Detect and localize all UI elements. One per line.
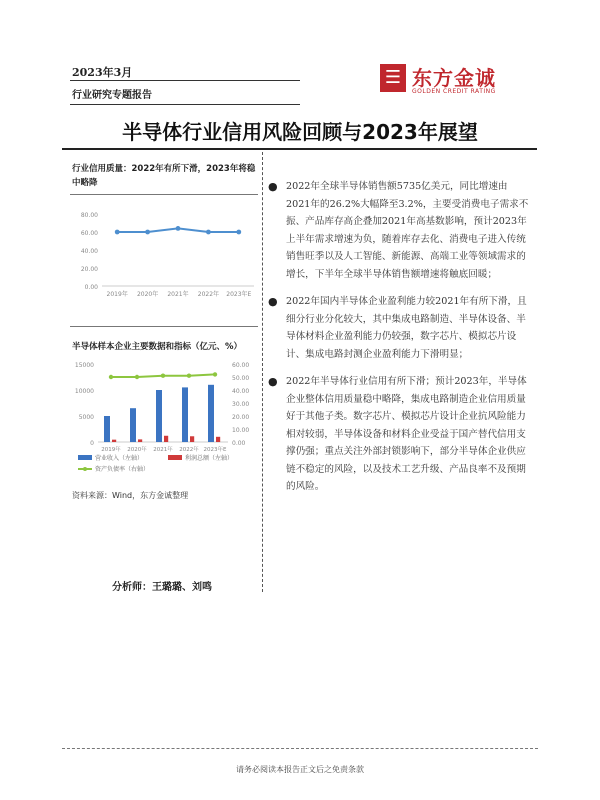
logo-name: 东方金诚 [412, 66, 496, 90]
bar-profit [112, 440, 116, 442]
credit-quality-chart [68, 208, 260, 306]
y-left-tick-label: 15000 [74, 362, 94, 369]
logo-mark-icon: ☰ [380, 64, 406, 92]
data-point [213, 372, 217, 376]
x-tick-label: 2020年 [136, 291, 159, 298]
legend-label: 资产负债率（右轴） [95, 466, 150, 473]
bullet-dot-icon: ● [268, 180, 278, 193]
legend-swatch [78, 455, 92, 460]
bar-profit [138, 439, 142, 442]
logo-english: GOLDEN CREDIT RATING [412, 88, 496, 95]
y-left-tick-label: 5000 [78, 414, 94, 421]
y-tick-label: 0.00 [84, 284, 98, 291]
company-logo [380, 62, 520, 102]
legend-label: 营业收入（左轴） [95, 455, 144, 462]
bar-revenue [208, 385, 214, 442]
bar-profit [164, 436, 168, 442]
bar-profit [216, 437, 220, 442]
data-point [115, 230, 120, 235]
bar-profit [190, 436, 194, 442]
data-point [145, 230, 150, 235]
header-divider [70, 104, 300, 105]
bullet-text: 2022年国内半导体企业盈利能力较2021年有所下滑，且细分行业分化较大，其中集成电路制造、半导体设备、半导体材料企业盈利能力仍较强，数字芯片、模拟芯片设计、集成电路封测企业盈利能力下滑明显； [286, 296, 527, 360]
x-tick-label: 2022年 [197, 291, 220, 298]
y-tick-label: 40.00 [80, 248, 98, 255]
data-point [176, 226, 181, 231]
legend-swatch [168, 455, 182, 460]
y-tick-label: 80.00 [80, 212, 98, 219]
y-right-tick-label: 30.00 [232, 401, 250, 408]
legend-label: 利润总额（左轴） [185, 455, 234, 462]
bullet-item [268, 373, 530, 496]
analysts: 分析师：王璐璐、刘鸣 [112, 582, 212, 593]
bar-revenue [182, 387, 188, 442]
bar-revenue [130, 408, 136, 442]
bullet-dot-icon: ● [268, 375, 278, 388]
data-point [236, 230, 241, 235]
data-point [109, 375, 113, 379]
y-right-tick-label: 10.00 [232, 427, 250, 434]
data-point [206, 230, 211, 235]
summary-bullets [268, 178, 530, 506]
y-right-tick-label: 40.00 [232, 388, 250, 395]
report-type: 行业研究专题报告 [72, 90, 152, 101]
x-tick-label: 2019年 [106, 291, 128, 298]
x-tick-label: 2022年 [179, 447, 199, 453]
bullet-item [268, 293, 530, 363]
x-tick-label: 2020年 [127, 447, 147, 453]
y-right-tick-label: 20.00 [232, 414, 250, 421]
y-right-tick-label: 60.00 [232, 362, 250, 369]
legend-marker [83, 467, 87, 471]
x-tick-label: 2021年 [167, 291, 189, 298]
bullet-dot-icon: ● [268, 295, 278, 308]
x-tick-label: 2019年 [101, 447, 121, 453]
sample-enterprise-chart [68, 358, 260, 486]
report-date: 2023年3月 [72, 66, 133, 79]
y-right-tick-label: 50.00 [232, 375, 250, 382]
y-right-tick-label: 0.00 [232, 440, 246, 447]
x-tick-label: 2021年 [153, 447, 173, 453]
y-left-tick-label: 10000 [74, 388, 94, 395]
data-point [135, 375, 139, 379]
bar-revenue [104, 416, 110, 442]
y-tick-label: 20.00 [80, 266, 98, 273]
column-divider [262, 152, 263, 592]
bullet-item [268, 178, 530, 283]
section-divider [70, 194, 258, 195]
footer-divider [62, 748, 538, 749]
title-divider [62, 148, 537, 150]
data-source: 资料来源：Wind，东方金诚整理 [72, 491, 189, 500]
disclaimer-footer: 请务必阅读本报告正文后之免责条款 [236, 765, 364, 774]
y-left-tick-label: 0 [90, 440, 94, 447]
data-point [161, 374, 165, 378]
y-tick-label: 60.00 [80, 230, 98, 237]
chart2-heading: 半导体样本企业主要数据和指标（亿元、%） [72, 342, 243, 352]
bullet-text: 2022年全球半导体销售额5735亿美元，同比增速由2021年的26.2%大幅降至3.2%，主要受消费电子需求不振、产品库存高企叠加2021年高基数影响，预计2023年上半年需求增速为负，随着库存去化、消费电子进入传统销售旺季以及人工智能、新能源、高端工业等领域需求的增长，下半年全球半导体销售额增速将触底回暖； [286, 181, 529, 280]
chart1-heading: 行业信用质量：2022年有所下滑，2023年将稳中略降 [72, 164, 256, 188]
bar-revenue [156, 390, 162, 442]
section-divider [70, 326, 258, 327]
x-tick-label: 2023年E [226, 291, 252, 298]
page-title: 半导体行业信用风险回顾与2023年展望 [122, 120, 478, 144]
bullet-text: 2022年半导体行业信用有所下滑；预计2023年，半导体企业整体信用质量稳中略降，集成电路制造企业信用质量好于其他子类。数字芯片、模拟芯片设计企业抗风险能力相对较弱，半导体设备和材料企业受益于国产替代信用支撑仍强；重点关注外部封锁影响下，部分半导体企业供应链不稳定的风险，以及技术工艺升级、产品良率不及预期的风险。 [286, 376, 527, 492]
data-point [187, 374, 191, 378]
x-tick-label: 2023年E [203, 447, 227, 453]
header-divider [70, 80, 300, 81]
